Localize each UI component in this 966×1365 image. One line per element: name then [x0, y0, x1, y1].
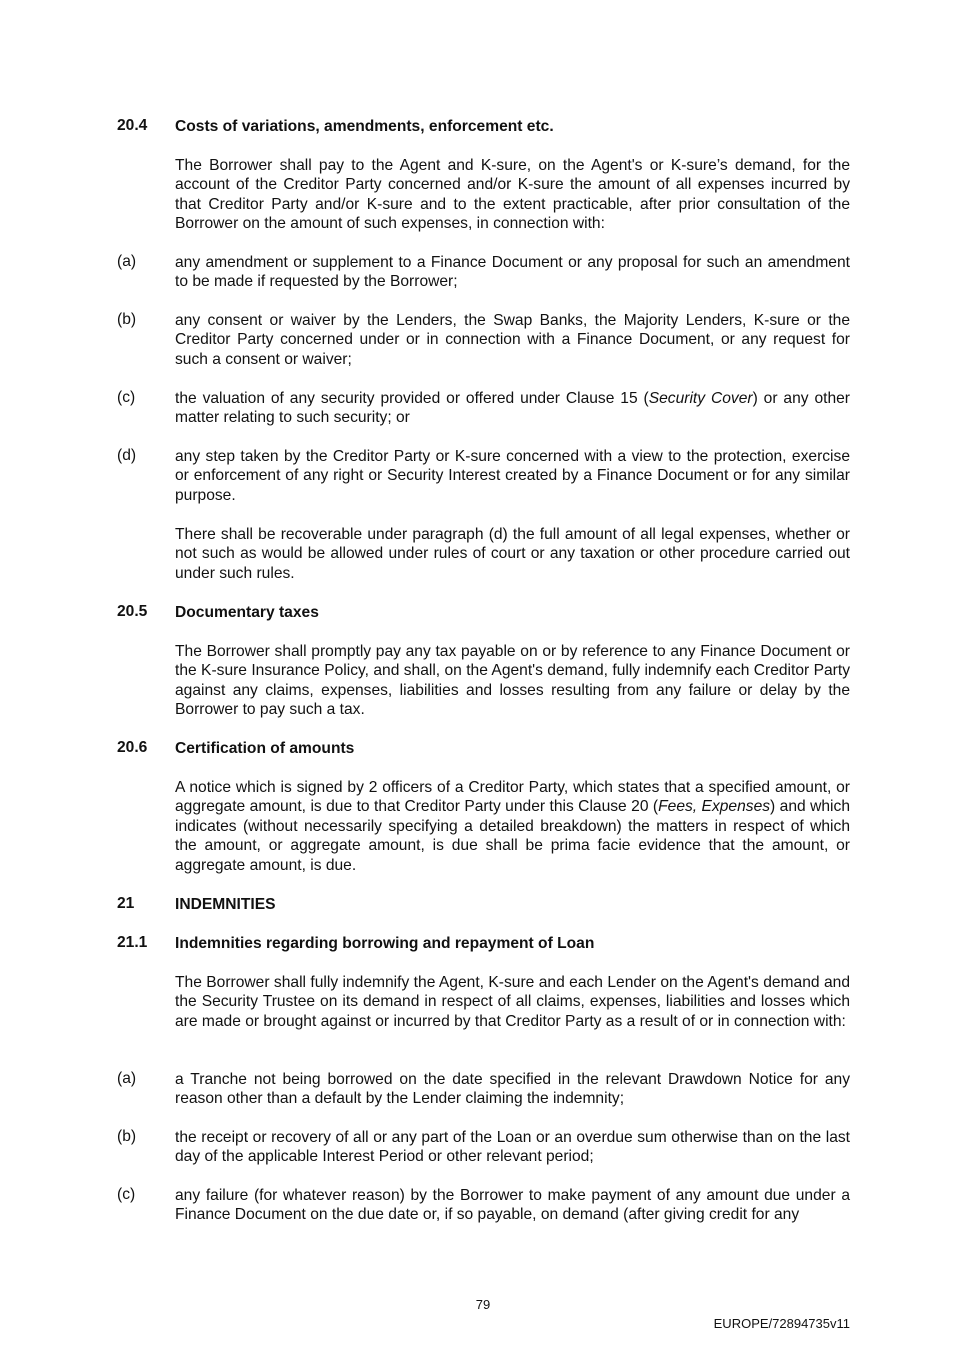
clause-reference: Security Cover	[648, 390, 753, 407]
section-title: Costs of variations, amendments, enforcement etc.	[175, 118, 554, 135]
section-heading-20-5	[117, 603, 850, 622]
list-item-label: (d)	[117, 447, 137, 464]
section-number: 21.1	[117, 934, 148, 951]
list-item	[117, 253, 850, 292]
clause-reference: Fees, Expenses	[658, 798, 771, 816]
list-item-label: (b)	[117, 1128, 137, 1145]
page-number: 79	[475, 1297, 491, 1312]
list-item-label: (c)	[117, 1186, 136, 1203]
list-item-text: a Tranche not being borrowed on the date specified in the relevant Drawdown Notice for any reason other than a default by the Lender claiming the indemnity;	[175, 1071, 850, 1108]
list-item-text: any amendment or supplement to a Finance Document or any proposal for such an amendment to be made if requested by the Borrower;	[175, 254, 850, 291]
section-heading-20-6	[117, 739, 850, 758]
list-item-text: any step taken by the Creditor Party or K-sure concerned with a view to the protection, exercise or enforcement of any right or Security Interest created by a Finance Document or for any similar purpose.	[175, 448, 850, 504]
section-number: 21	[117, 895, 135, 912]
paragraph: The Borrower shall fully indemnify the Agent, K-sure and each Lender on the Agent's demand and the Security Trustee on its demand in respect of all claims, expenses, liabilities and losses which are made or brought against or incurred by that Creditor Party as a result of or in connection with:	[175, 974, 850, 1030]
list-item	[117, 447, 850, 505]
section-number: 20.6	[117, 739, 148, 756]
list-item	[117, 389, 850, 428]
list-item-label: (b)	[117, 311, 137, 328]
list-item-label: (c)	[117, 389, 136, 406]
section-title: Certification of amounts	[175, 740, 355, 757]
section-number: 20.5	[117, 603, 148, 620]
list-item	[117, 1070, 850, 1109]
list-item-text: any consent or waiver by the Lenders, the Swap Banks, the Majority Lenders, K-sure or the Creditor Party concerned under or in connection with a Finance Document, or any request for such a consent or waiver;	[175, 312, 850, 368]
section-title: Indemnities regarding borrowing and repayment of Loan	[175, 935, 595, 952]
paragraph: There shall be recoverable under paragraph (d) the full amount of all legal expenses, whether or not such as would be allowed under rules of court or any taxation or other procedure carried out under such rules.	[175, 526, 850, 582]
list-item	[117, 1128, 850, 1167]
list-item	[117, 311, 850, 369]
paragraph: The Borrower shall pay to the Agent and K-sure, on the Agent's or K-sure’s demand, for the account of the Creditor Party concerned and/or K-sure the amount of all expenses incurred by that Creditor Party and/or K-sure and to the extent practicable, after prior consultation of the Borrower on the amount of such expenses, in connection with:	[175, 157, 850, 233]
section-heading-21-1	[117, 934, 850, 953]
section-title: INDEMNITIES	[175, 896, 276, 913]
paragraph: A notice which is signed by 2 officers of a Creditor Party, which states that a specified amount, or aggregate amount, is due to that Creditor Party under this Clause 20 (Fees, Expenses) and which indicates (without necessarily specifying a detailed breakdown) the matters in respect of which the amount, or aggregate amount, is due shall be prima facie evidence that the amount, or aggregate amount, is due.	[175, 779, 850, 874]
section-heading-20-4	[117, 117, 850, 136]
document-reference: EUROPE/72894735v11	[713, 1316, 850, 1331]
list-item-text: the receipt or recovery of all or any part of the Loan or an overdue sum otherwise than on the last day of the applicable Interest Period or other relevant period;	[175, 1129, 850, 1166]
list-item-text: any failure (for whatever reason) by the Borrower to make payment of any amount due under a Finance Document on the due date or, if so payable, on demand (after giving credit for any	[175, 1187, 850, 1224]
list-item-label: (a)	[117, 253, 137, 270]
section-title: Documentary taxes	[175, 604, 319, 621]
section-number: 20.4	[117, 117, 148, 134]
paragraph: The Borrower shall promptly pay any tax payable on or by reference to any Finance Document or the K-sure Insurance Policy, and shall, on the Agent's demand, fully indemnify each Creditor Party against any claims, expenses, liabilities and losses resulting from any failure or delay by the Borrower to pay such a tax.	[175, 643, 850, 719]
list-item	[117, 1186, 850, 1225]
section-heading-21	[117, 895, 850, 914]
list-item-text: the valuation of any security provided or offered under Clause 15 (Security Cover) or any other matter relating to such security; or	[175, 390, 850, 427]
list-item-label: (a)	[117, 1070, 137, 1087]
